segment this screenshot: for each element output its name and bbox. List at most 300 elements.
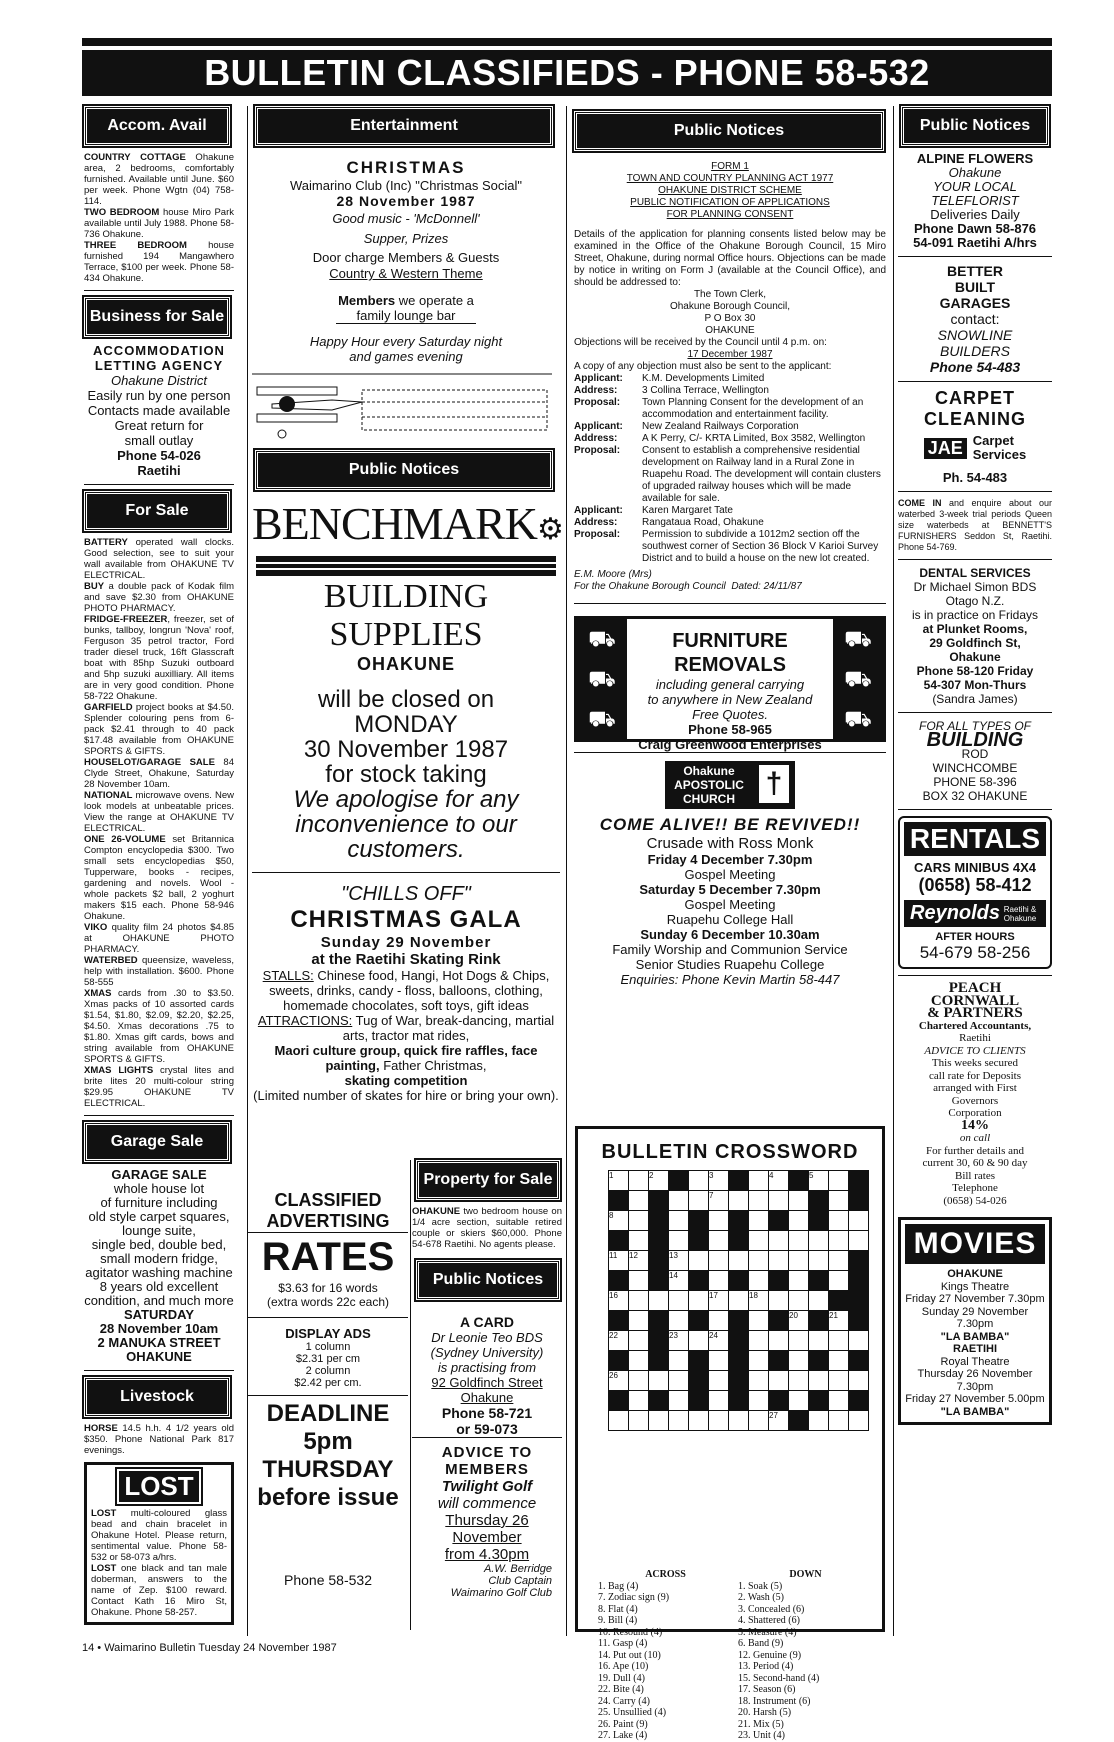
ad-line: ALPINE FLOWERS	[916, 151, 1034, 166]
crossword-cell[interactable]	[769, 1231, 789, 1251]
crossword-cell[interactable]: 13	[669, 1251, 689, 1271]
crossword-cell[interactable]	[749, 1271, 769, 1291]
application-row: Proposal: Permission to subdivide a 1012m2 section off the southwest corner of Section 36 Block V Karioi Survey District and to build a house on the new lot created.	[574, 529, 879, 564]
crossword-cell[interactable]	[789, 1331, 809, 1351]
crossword-cell[interactable]: 16	[609, 1291, 629, 1311]
page-footer: 14 • Waimarino Bulletin Tuesday 24 November 1987	[82, 1642, 337, 1654]
crossword-cell[interactable]	[689, 1351, 709, 1371]
crossword-cell[interactable]	[729, 1191, 749, 1211]
clue-item: 21. Mix (5)	[738, 1718, 784, 1730]
crossword-cell[interactable]	[689, 1331, 709, 1351]
benchmark-ad: BENCHMARK⚙ BUILDING SUPPLIES OHAKUNE will be closed on MONDAY 30 November 1987 for stock taking We apologise for any inconvenience to our customers.	[252, 498, 563, 863]
clue-item: 27. Lake (4)	[598, 1730, 648, 1741]
ad-line: arranged with First	[933, 1082, 1017, 1094]
crossword-cell[interactable]	[849, 1271, 869, 1291]
crossword-cell[interactable]	[789, 1171, 809, 1191]
crossword-cell[interactable]	[849, 1211, 869, 1231]
classified-item: XMAS cards from .30 to $3.50. Xmas packs of 10 assorted cards $1.54, $1.80, $2.09, $2.20, $2.25, $4.50. Xmas decorations .75 to $1.80. Xmas gift cards, bows and string available from OHAKUNE SPORTS & GIFTS.	[84, 988, 234, 1065]
crossword-cell[interactable]	[809, 1191, 829, 1211]
crossword-cell[interactable]: 3	[709, 1171, 729, 1191]
ad-line: WINCHCOMBE	[932, 761, 1018, 775]
crossword-cell[interactable]: 18	[749, 1291, 769, 1311]
crossword-cell[interactable]	[849, 1171, 869, 1191]
rentals-ad: RENTALS CARS MINIBUS 4X4 (0658) 58-412 Reynolds Raetihi & Ohakune AFTER HOURS 54-679 58-256	[898, 816, 1052, 969]
crossword-cell[interactable]	[609, 1271, 629, 1291]
classified-item: NATIONAL microwave ovens. New look models at unbeatable prices. View the range at OHAKUNE TV ELECTRICAL.	[84, 790, 234, 834]
crossword-cell[interactable]: 23	[669, 1331, 689, 1351]
crossword-cell[interactable]	[849, 1311, 869, 1331]
ad-line: 7.30pm	[956, 1380, 994, 1393]
crossword-cell[interactable]	[829, 1331, 849, 1351]
crossword-cell[interactable]	[689, 1371, 709, 1391]
crossword-cell[interactable]	[629, 1331, 649, 1351]
garage-header: Garage Sale	[84, 1122, 230, 1162]
crossword-cell[interactable]	[749, 1191, 769, 1211]
crossword-cell[interactable]	[709, 1271, 729, 1291]
crossword-cell[interactable]: 27	[769, 1411, 789, 1431]
crossword-cell[interactable]	[769, 1391, 789, 1411]
crossword-cell[interactable]	[789, 1291, 809, 1311]
jae-logo: JAE	[924, 438, 967, 459]
ad-line: condition, and much more	[84, 1293, 234, 1308]
crossword-grid	[608, 1170, 869, 1431]
classified-item: ONE 26-VOLUME set Britannica Compton encyclopedia $300. Two small sets encyclopedias $50, Tupperware, books - recipes, gardening and novels. Wool - whole packets $2 ball, 2 yoghurt makers $15 each. Phone 58-946 Ohakune.	[84, 834, 234, 922]
clue-item: 9. Bill (4)	[598, 1615, 638, 1626]
public-notices-header: Public Notices	[574, 111, 884, 151]
crossword-cell[interactable]: 2	[649, 1171, 669, 1191]
column-rule	[410, 1160, 411, 1630]
crossword-cell[interactable]	[729, 1171, 749, 1191]
ad-line: Telephone	[952, 1182, 998, 1194]
crossword-cell[interactable]	[829, 1211, 849, 1231]
movies-logo: MOVIES	[905, 1224, 1045, 1264]
clue-item: 15. Second-hand (4)	[738, 1672, 820, 1684]
crossword-cell[interactable]	[609, 1411, 629, 1431]
truck-icon-column	[833, 619, 883, 739]
ad-line: CORNWALL	[930, 992, 1020, 1009]
classified-item: GARFIELD project books at $4.50. Splender colouring pens from 6-pack $2.41 through to 40 pack $17.48 available from OHAKUNE SPORTS & GIFTS.	[84, 702, 234, 757]
crossword-cell[interactable]	[649, 1291, 669, 1311]
crossword-cell[interactable]	[849, 1371, 869, 1391]
crossword-cell[interactable]	[689, 1271, 709, 1291]
crossword-cell[interactable]	[789, 1191, 809, 1211]
alpine-flowers-ad	[898, 152, 1052, 250]
crossword-cell[interactable]	[829, 1411, 849, 1431]
crossword-cell[interactable]: 26	[609, 1371, 629, 1391]
crossword-cell[interactable]	[649, 1371, 669, 1391]
ad-line: lounge suite,	[122, 1223, 196, 1238]
ad-line: at Plunket Rooms,	[922, 622, 1028, 636]
crossword-cell[interactable]	[609, 1311, 629, 1331]
ad-line: 54-307 Mon-Thurs	[923, 678, 1027, 692]
crossword-cell[interactable]	[849, 1291, 869, 1311]
crossword-cell[interactable]	[829, 1391, 849, 1411]
crossword-cell[interactable]	[789, 1251, 809, 1271]
page-banner: BULLETIN CLASSIFIEDS - PHONE 58-532	[82, 50, 1052, 96]
crossword-cell[interactable]	[689, 1211, 709, 1231]
ad-line: (0658) 54-026	[943, 1194, 1007, 1207]
crossword-cell[interactable]	[789, 1371, 809, 1391]
crossword-cell[interactable]: 5	[809, 1171, 829, 1191]
clue-item: 20. Harsh (5)	[738, 1707, 792, 1718]
ad-line: contact:	[950, 311, 1000, 327]
ad-line: is in practice on Fridays	[911, 608, 1039, 622]
crossword-cell[interactable]	[649, 1391, 669, 1411]
ad-line: ROD	[961, 747, 989, 761]
clue-item: 2. Wash (5)	[738, 1592, 784, 1603]
crossword-cell[interactable]	[689, 1391, 709, 1411]
crossword-cell[interactable]	[629, 1291, 649, 1311]
crossword-cell[interactable]	[729, 1251, 749, 1271]
crossword-cell[interactable]	[649, 1211, 669, 1231]
clue-item: 17. Season (6)	[738, 1684, 796, 1695]
crossword-cell[interactable]	[729, 1291, 749, 1311]
crossword-cell[interactable]	[849, 1411, 869, 1431]
crossword-cell[interactable]: 17	[709, 1291, 729, 1311]
ad-line: TELEFLORIST	[931, 193, 1019, 208]
crossword-cell[interactable]	[769, 1311, 789, 1331]
crossword-cell[interactable]	[729, 1231, 749, 1251]
crossword-cell[interactable]	[709, 1391, 729, 1411]
ad-line: Bill rates	[954, 1169, 996, 1182]
accom-header: Accom. Avail	[84, 106, 230, 146]
column-rule	[566, 106, 567, 1636]
ad-line: agitator washing machine	[85, 1265, 233, 1280]
ad-line: on call	[959, 1132, 991, 1144]
truck-icon-column	[577, 619, 627, 739]
crossword-cell[interactable]	[809, 1411, 829, 1431]
crossword-cell[interactable]	[809, 1331, 829, 1351]
clue-item: 5. Measure (4)	[738, 1626, 797, 1638]
benchmark-logo: BENCHMARK⚙	[252, 498, 563, 549]
crossword-cell[interactable]: 21	[829, 1311, 849, 1331]
crossword-cell[interactable]	[649, 1331, 669, 1351]
truck-icon: ⛟	[588, 706, 616, 731]
ad-line: Corporation	[948, 1107, 1002, 1119]
crossword-cell[interactable]	[849, 1351, 869, 1371]
crossword-cell[interactable]	[689, 1251, 709, 1271]
crossword-cell[interactable]	[669, 1191, 689, 1211]
crossword-cell[interactable]	[709, 1311, 729, 1331]
ad-line: (Sandra James)	[932, 692, 1018, 706]
ad-line: small modern fridge,	[100, 1251, 218, 1266]
crossword-cell[interactable]	[829, 1251, 849, 1271]
crossword-cell[interactable]: 1	[609, 1171, 629, 1191]
crossword-cell[interactable]	[629, 1311, 649, 1331]
crossword-cell[interactable]	[609, 1391, 629, 1411]
crossword-cell[interactable]	[689, 1171, 709, 1191]
ad-line: 29 Goldfinch St,	[929, 636, 1021, 650]
column-4	[574, 106, 886, 987]
crossword-cell[interactable]	[709, 1371, 729, 1391]
crossword-cell[interactable]	[789, 1391, 809, 1411]
crossword-cell[interactable]	[629, 1371, 649, 1391]
public-notices-header: Public Notices	[255, 450, 553, 490]
ad-line: SATURDAY	[123, 1307, 195, 1322]
crossword-cell[interactable]	[669, 1171, 689, 1191]
clue-item: 4. Shattered (6)	[738, 1615, 800, 1626]
come-in-listing: COME IN and enquire about our waterbed 3-week trial periods Queen size waterbeds at BENNETT'S FURNISHERS Seddon St, Raetihi. Phone 54-769.	[898, 498, 1052, 552]
building-ad	[898, 719, 1052, 803]
classified-item: LOST one black and tan male doberman, answers to the name of Zep. $100 reward. Contact Kath 16 Miro St, Ohakune. Phone 58-257.	[91, 1563, 227, 1618]
crossword-cell[interactable]	[729, 1271, 749, 1291]
crossword-cell[interactable]	[829, 1171, 849, 1191]
crossword-cell[interactable]: 7	[709, 1191, 729, 1211]
ad-line: GARAGE SALE	[111, 1167, 207, 1182]
crossword-cell[interactable]: 11	[609, 1251, 629, 1271]
crossword-cell[interactable]	[729, 1411, 749, 1431]
livestock-header: Livestock	[84, 1377, 230, 1417]
crossword-cell[interactable]	[689, 1191, 709, 1211]
application-row: Address: Rangataua Road, Ohakune	[574, 517, 764, 528]
crossword-cell[interactable]	[809, 1271, 829, 1291]
crossword-cell[interactable]	[749, 1211, 769, 1231]
crossword-cell[interactable]	[809, 1251, 829, 1271]
crossword-cell[interactable]	[629, 1211, 649, 1231]
crossword-cell[interactable]	[809, 1311, 829, 1331]
ad-line: Ohakune	[948, 165, 1002, 180]
truck-icon: ⛟	[588, 626, 616, 651]
crossword-cell[interactable]	[789, 1411, 809, 1431]
classified-item: COUNTRY COTTAGE Ohakune area, 2 bedrooms, comfortably furnished. Available until June. $60 per week. Phone Wgtn (04) 758-114.	[84, 152, 234, 207]
crossword-cell[interactable]	[669, 1351, 689, 1371]
crossword-cell[interactable]	[829, 1231, 849, 1251]
ad-line: PEACH	[948, 980, 1002, 996]
crossword-cell[interactable]	[729, 1331, 749, 1351]
ad-line: For further details and	[925, 1144, 1025, 1157]
gear-icon: ⚙	[536, 513, 563, 546]
crossword-cell[interactable]: 4	[769, 1171, 789, 1191]
crossword-cell[interactable]	[609, 1351, 629, 1371]
crossword-cell[interactable]	[609, 1191, 629, 1211]
crossword-cell[interactable]	[709, 1251, 729, 1271]
ad-line: whole house lot	[113, 1181, 205, 1196]
ad-line: GARAGES	[939, 295, 1011, 311]
lost-box	[84, 1462, 234, 1625]
crossword-cell[interactable]	[749, 1351, 769, 1371]
column-1	[84, 106, 234, 1625]
crossword-cell[interactable]	[629, 1411, 649, 1431]
across-clues: ACROSS 1. Bag (4) 7. Zodiac sign (9) 8. Flat (4) 9. Bill (4) 10. Resound (4) 11. Gasp (4) 14. Put out (10) 16. Ape (10) 19. Dull (4) 22. Bite (4) 24. Carry (4) 25. Unsullied (4) 26. Paint (9) 27. Lake (4)	[598, 1569, 733, 1742]
ad-line: Royal Theatre	[940, 1355, 1010, 1368]
ad-line: single bed, double bed,	[91, 1237, 227, 1252]
crossword-cell[interactable]	[729, 1211, 749, 1231]
crossword-cell[interactable]	[629, 1191, 649, 1211]
ad-line: Dr Michael Simon BDS	[913, 580, 1037, 594]
crossword-cell[interactable]	[829, 1291, 849, 1311]
classified-item: TWO BEDROOM house Miro Park available until July 1988. Phone 58-736 Ohakune.	[84, 207, 234, 240]
crossword-cell[interactable]: 24	[709, 1331, 729, 1351]
application-row: Applicant: K.M. Developments Limited	[574, 373, 765, 384]
crossword-cell[interactable]: 20	[789, 1311, 809, 1331]
crossword-cell[interactable]	[749, 1371, 769, 1391]
crossword-cell[interactable]	[749, 1231, 769, 1251]
clue-item: 8. Flat (4)	[598, 1603, 638, 1615]
crossword-cell[interactable]	[729, 1391, 749, 1411]
crossword-cell[interactable]	[629, 1171, 649, 1191]
crossword-cell[interactable]	[709, 1351, 729, 1371]
ad-line: 2 MANUKA STREET	[97, 1335, 221, 1350]
crossword-cell[interactable]	[689, 1411, 709, 1431]
garage-sale-ad	[84, 1168, 234, 1364]
crossword-cell[interactable]	[769, 1331, 789, 1351]
ad-line: Sunday 29 November	[921, 1305, 1029, 1318]
top-rule	[82, 38, 1052, 46]
crossword-cell[interactable]	[749, 1311, 769, 1331]
crossword-cell[interactable]	[829, 1371, 849, 1391]
classified-item: HOUSELOT/GARAGE SALE 84 Clyde Street, Ohakune, Saturday 28 November 10am.	[84, 757, 234, 790]
crossword-cell[interactable]: 8	[609, 1211, 629, 1231]
reynolds-logo: Reynolds Raetihi & Ohakune	[904, 900, 1046, 927]
classified-item: WATERBED queensize, waveless, help with installation. $600. Phone 58-555	[84, 955, 234, 988]
crossword-cell[interactable]	[629, 1391, 649, 1411]
business-ad: ACCOMMODATION LETTING AGENCY Ohakune District Easily run by one person Contacts made available Great return for small outlay Phone 54-026 Raetihi	[87, 343, 231, 478]
ad-line: 8 years old excellent	[99, 1279, 219, 1294]
crossword-cell[interactable]	[809, 1291, 829, 1311]
clue-item: 7. Zodiac sign (9)	[598, 1592, 670, 1603]
application-row: Proposal: Consent to establish a comprehensive residential development on Railway land in a Rural Zone in Ruapehu Road. The development will contain clusters of upgraded railway houses which will be made available for sale.	[574, 445, 881, 504]
clue-item: 13. Period (4)	[738, 1661, 794, 1672]
crossword-cell[interactable]	[669, 1291, 689, 1311]
crossword-cell[interactable]	[649, 1191, 669, 1211]
ad-line: YOUR LOCAL	[933, 179, 1017, 194]
dental-services-ad	[898, 566, 1052, 706]
crossword-cell[interactable]	[749, 1251, 769, 1271]
crossword-cell[interactable]	[629, 1351, 649, 1371]
crossword-cell[interactable]	[809, 1231, 829, 1251]
crossword-cell[interactable]	[649, 1251, 669, 1271]
ad-line: OHAKUNE	[126, 1349, 192, 1364]
crossword-cell[interactable]	[769, 1191, 789, 1211]
crossword-cell[interactable]	[669, 1211, 689, 1231]
truck-icon: ⛟	[588, 666, 616, 691]
crossword-cell[interactable]	[669, 1231, 689, 1251]
crossword-cell[interactable]	[849, 1191, 869, 1211]
crossword-cell[interactable]	[709, 1411, 729, 1431]
better-built-garages-ad	[898, 263, 1052, 375]
ad-line: SNOWLINE	[937, 327, 1013, 343]
ad-line: Kings Theatre	[940, 1280, 1010, 1293]
crossword-cell[interactable]	[789, 1231, 809, 1251]
crossword-cell[interactable]: 12	[629, 1251, 649, 1271]
crossword-cell[interactable]	[669, 1391, 689, 1411]
crossword-cell[interactable]	[789, 1271, 809, 1291]
crossword-cell[interactable]	[809, 1391, 829, 1411]
furniture-removals-ad: ⛟ ⛟ ⛟ ⛟ ⛟ ⛟ FURNITURE REMOVALS including general carrying to anywhere in New Zealand Free Quotes. Phone 58-965 Craig Greenwood Enterprises	[574, 616, 886, 742]
crossword-cell[interactable]	[829, 1271, 849, 1291]
business-header: Business for Sale	[84, 297, 230, 337]
crossword-cell[interactable]	[649, 1311, 669, 1331]
classified-item: BATTERY operated wall clocks. Good selection, see to suit your wall available from OHAKUNE TV ELECTRICAL.	[84, 537, 234, 581]
crossword-cell[interactable]	[789, 1351, 809, 1371]
crossword-cell[interactable]	[849, 1231, 869, 1251]
crossword-cell[interactable]	[609, 1231, 629, 1251]
ad-line: Governors	[951, 1094, 999, 1107]
crossword-cell[interactable]	[689, 1311, 709, 1331]
crossword-cell[interactable]	[749, 1171, 769, 1191]
ad-line: Thursday 26 November	[917, 1368, 1033, 1380]
truck-icon: ⛟	[844, 666, 872, 691]
ad-line: FOR ALL TYPES OF	[918, 719, 1032, 733]
ad-line: 14%	[961, 1117, 989, 1133]
crossword-cell[interactable]	[669, 1411, 689, 1431]
crossword-cell[interactable]	[729, 1371, 749, 1391]
crossword-cell[interactable]	[829, 1191, 849, 1211]
ad-line: BUILDERS	[939, 343, 1011, 359]
clue-item: 1. Soak (5)	[738, 1580, 783, 1592]
crossword-cell[interactable]	[769, 1271, 789, 1291]
cross-icon: †	[759, 765, 789, 803]
crossword-cell[interactable]	[769, 1291, 789, 1311]
crossword-cell[interactable]	[649, 1411, 669, 1431]
ad-line: RAETIHI	[953, 1343, 997, 1355]
property-listing: OHAKUNE two bedroom house on 1/4 acre section, suitable retired couple or skiers $60,000. Phone 54-678 Raetihi. No agents please.	[412, 1206, 562, 1250]
crossword-cell[interactable]	[769, 1371, 789, 1391]
crossword-cell[interactable]	[729, 1311, 749, 1331]
crossword-cell[interactable]	[769, 1251, 789, 1271]
crossword-cell[interactable]	[849, 1391, 869, 1411]
crossword-cell[interactable]	[689, 1231, 709, 1251]
crossword-cell[interactable]	[809, 1351, 829, 1371]
crossword-cell[interactable]	[629, 1231, 649, 1251]
public-notices-header: Public Notices	[901, 106, 1049, 146]
crossword-cell[interactable]	[789, 1211, 809, 1231]
ad-line: OHAKUNE	[947, 1268, 1003, 1280]
ad-line: Phone 58-120 Friday	[916, 664, 1034, 678]
crossword-cell[interactable]	[669, 1371, 689, 1391]
ad-line: ADVICE TO CLIENTS	[924, 1044, 1026, 1057]
crossword-cell[interactable]	[629, 1271, 649, 1291]
column-rule	[893, 106, 894, 1636]
crossword-cell[interactable]	[729, 1351, 749, 1371]
column-3	[412, 1160, 562, 1599]
crossword-cell[interactable]	[849, 1331, 869, 1351]
crossword-cell[interactable]	[649, 1351, 669, 1371]
crossword-cell[interactable]	[749, 1391, 769, 1411]
clue-item: 25. Unsullied (4)	[598, 1707, 667, 1718]
crossword-cell[interactable]	[689, 1291, 709, 1311]
ad-line: This weeks secured	[931, 1057, 1019, 1069]
crossword-cell[interactable]	[829, 1351, 849, 1371]
crossword-cell[interactable]	[749, 1331, 769, 1351]
carpet-cleaning-ad: CARPET CLEANING JAE Carpet Services Ph. 54-483	[924, 388, 1027, 485]
crossword-cell[interactable]: 22	[609, 1331, 629, 1351]
crossword-cell[interactable]	[669, 1311, 689, 1331]
crossword-cell[interactable]	[649, 1271, 669, 1291]
crossword-cell[interactable]	[709, 1231, 729, 1251]
clue-item: 1. Bag (4)	[598, 1580, 639, 1592]
crossword-cell[interactable]: 14	[669, 1271, 689, 1291]
crossword-cell[interactable]	[809, 1211, 829, 1231]
ad-line: BUILDING	[926, 729, 1024, 751]
crossword-cell[interactable]	[709, 1211, 729, 1231]
clue-item: 23. Unit (4)	[738, 1730, 785, 1741]
crossword-cell[interactable]	[649, 1231, 669, 1251]
christmas-social-ad: CHRISTMAS Waimarino Club (Inc) "Christmas Social" 28 November 1987 Good music - 'McDonnell' Supper, Prizes Door charge Members & Guests Country & Western Theme Members we operate a family lounge bar Happy Hour every Saturday night and games evening	[290, 158, 522, 364]
apostolic-church-ad: Ohakune APOSTOLIC CHURCH † COME ALIVE!! BE REVIVED!! Crusade with Ross Monk Friday 4 December 7.30pm Gospel Meeting Saturday 5 December 7.30pm Gospel Meeting Ruapehu College Hall Sunday 6 December 10.30am Family Worship and Communion Service Senior Studies Ruapehu College Enquiries: Phone Kevin Martin 58-447	[574, 761, 886, 987]
truck-icon: ⛟	[844, 706, 872, 731]
column-5	[898, 106, 1052, 1425]
crossword-cell[interactable]	[849, 1251, 869, 1271]
crossword-cell[interactable]	[809, 1371, 829, 1391]
crossword-cell[interactable]	[749, 1411, 769, 1431]
crossword-cell[interactable]	[769, 1211, 789, 1231]
ad-line: Phone 54-483	[929, 359, 1021, 375]
clue-item: 26. Paint (9)	[598, 1718, 648, 1730]
ad-line: Friday 27 November 7.30pm	[905, 1293, 1045, 1305]
crossword-cell[interactable]	[769, 1351, 789, 1371]
property-header: Property for Sale	[416, 1160, 560, 1200]
